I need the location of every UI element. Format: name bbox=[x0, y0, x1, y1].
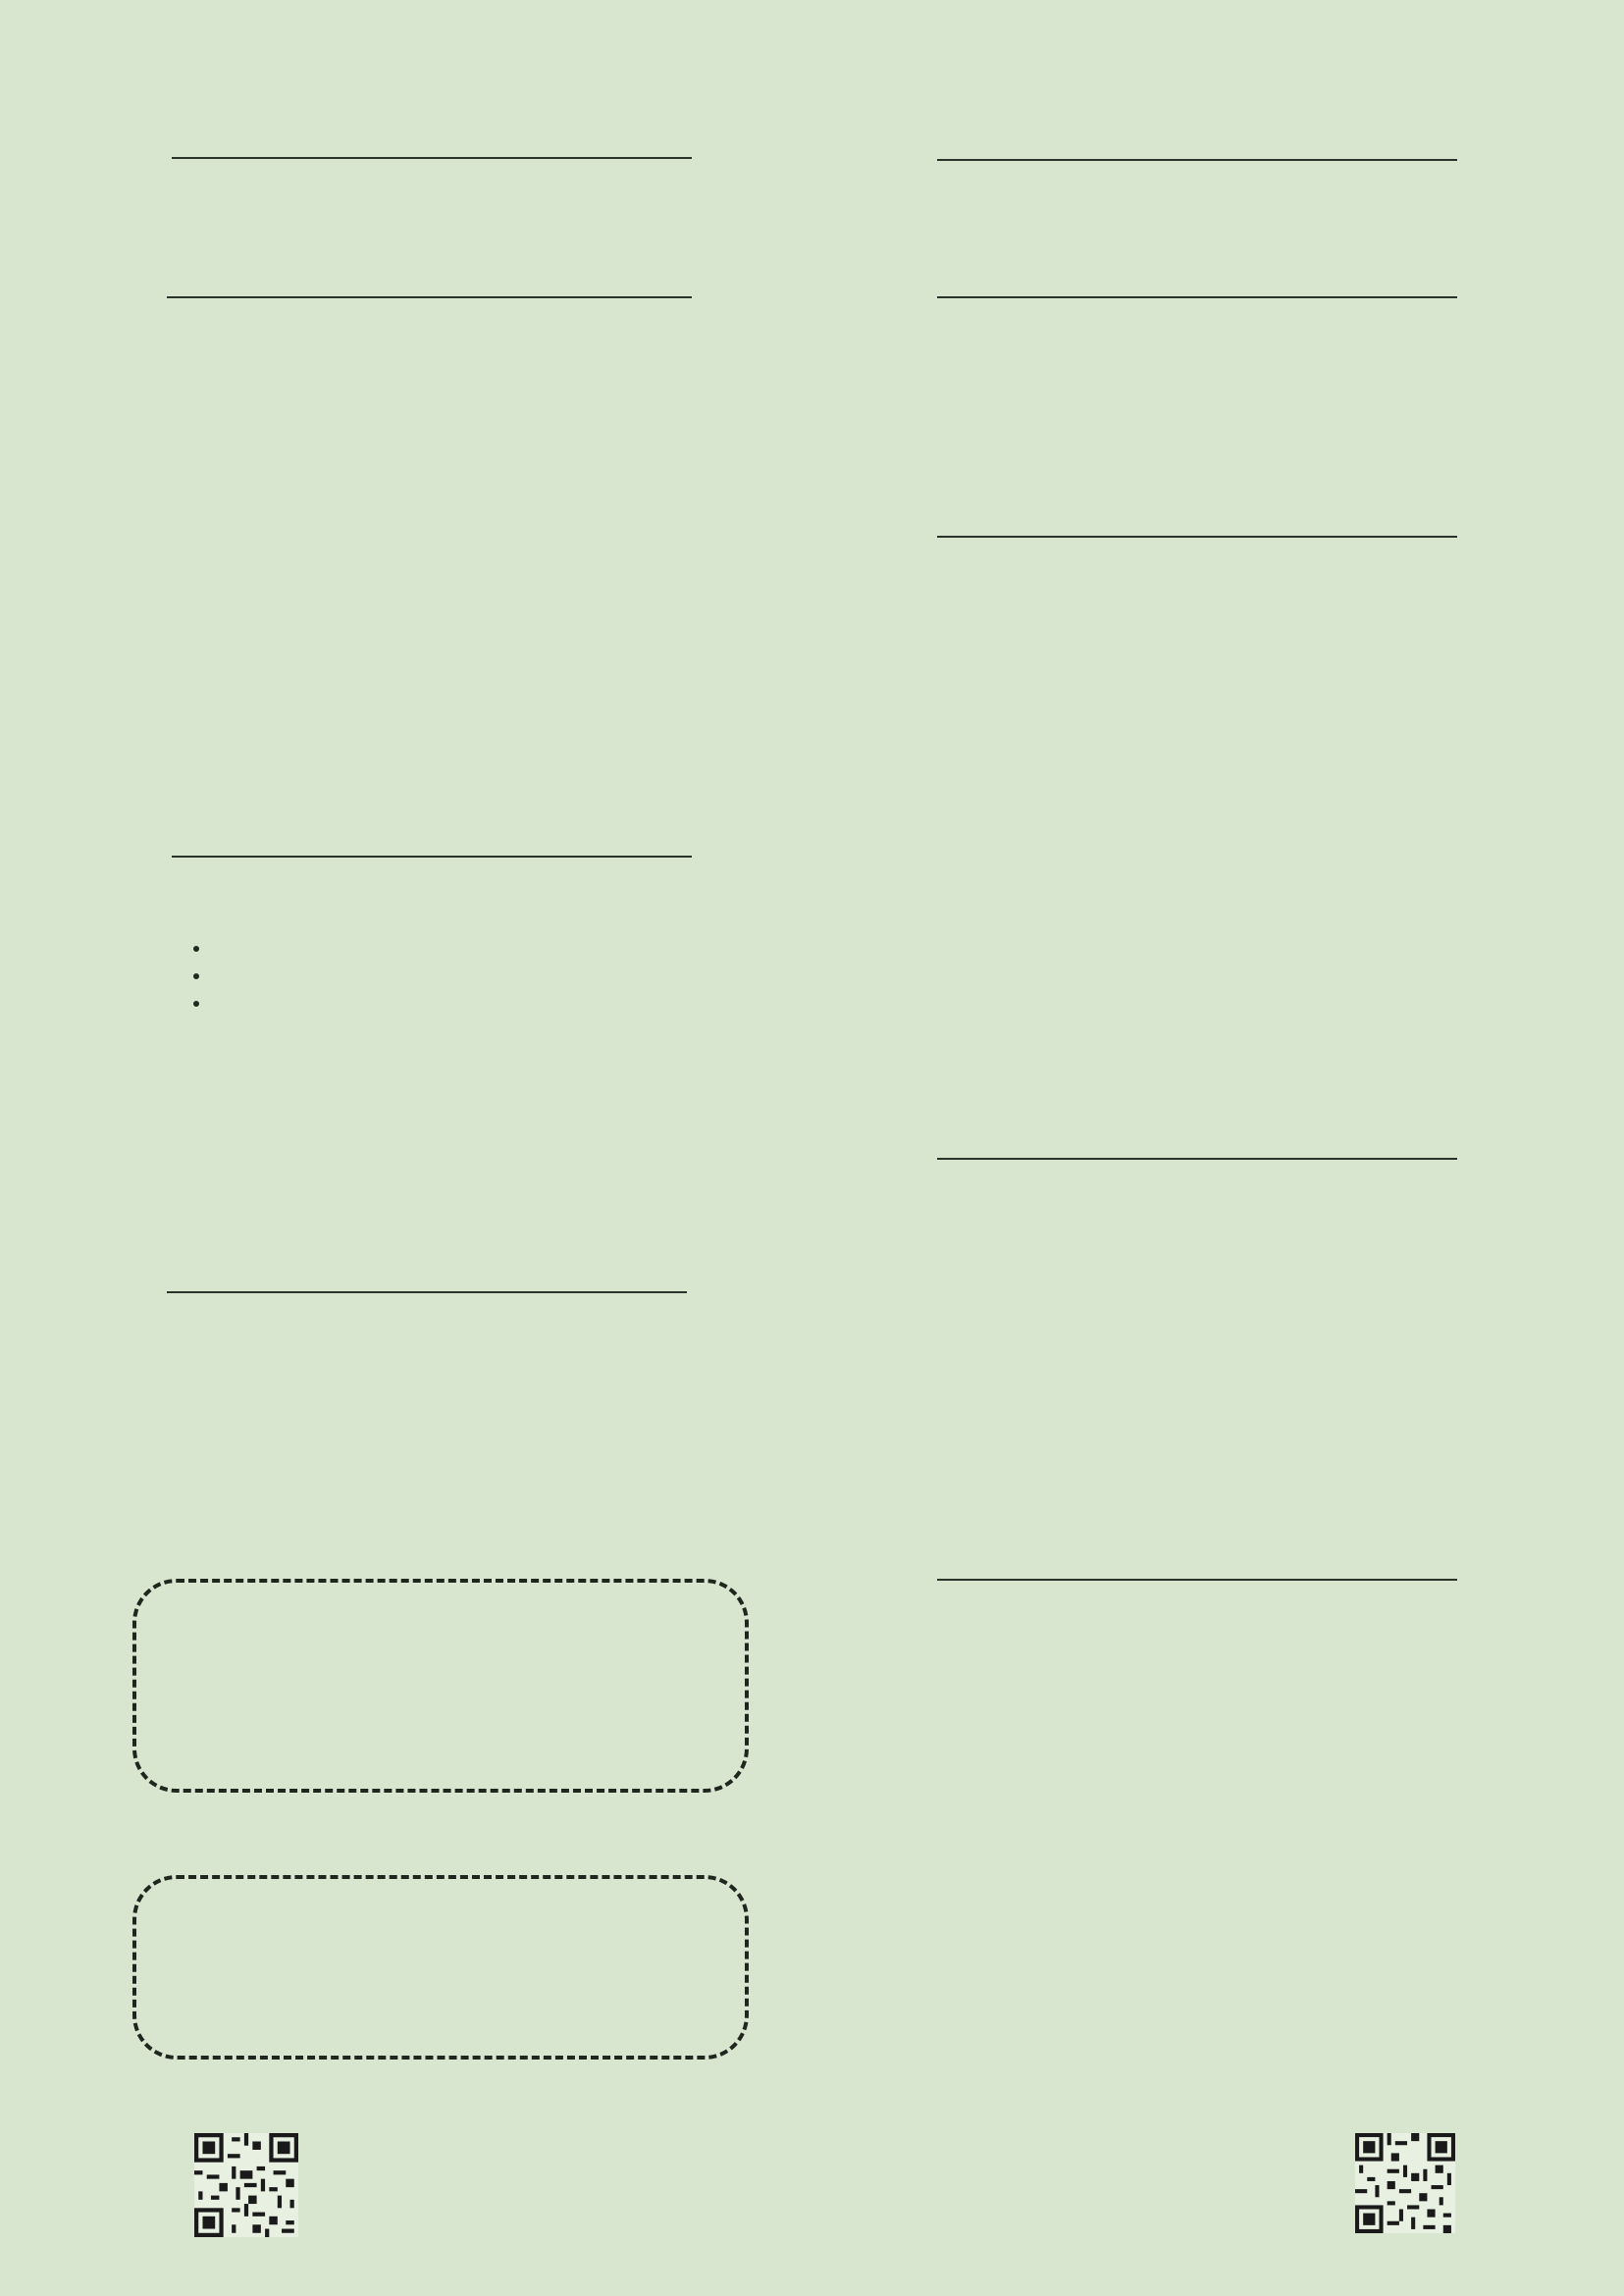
title-divider bbox=[937, 159, 1457, 161]
section-divider bbox=[937, 1579, 1457, 1581]
qr-code-icon[interactable] bbox=[1355, 2133, 1455, 2233]
limos-list bbox=[172, 1629, 711, 1756]
spritz-list bbox=[937, 1192, 1457, 1457]
cocktail-list bbox=[937, 1616, 1457, 2058]
section-divider bbox=[167, 1291, 687, 1293]
bier-list bbox=[937, 346, 1457, 415]
kaffee-list bbox=[172, 341, 711, 734]
qr-code-icon[interactable] bbox=[194, 2133, 298, 2237]
gepresst-box bbox=[132, 1875, 749, 2060]
section-divider bbox=[937, 1158, 1457, 1160]
tea-variety-list bbox=[193, 934, 211, 1017]
section-divider bbox=[937, 296, 1457, 298]
title-divider bbox=[172, 157, 692, 159]
weiss-list bbox=[937, 618, 1457, 814]
section-divider bbox=[172, 856, 692, 858]
kalte-list bbox=[172, 1331, 711, 1498]
rot-list bbox=[937, 896, 1457, 1043]
section-divider bbox=[167, 296, 692, 298]
section-divider bbox=[937, 536, 1457, 538]
